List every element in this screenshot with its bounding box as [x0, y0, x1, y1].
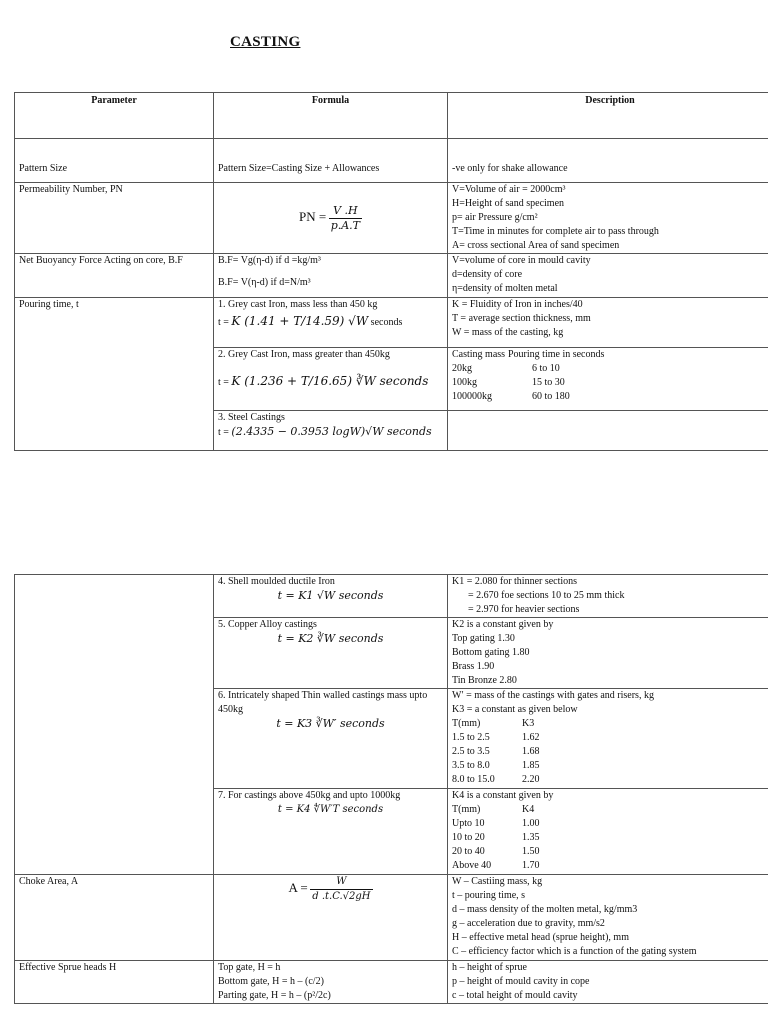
param-empty	[15, 575, 214, 875]
formula-pouring-4	[214, 575, 448, 618]
formula-label: 2. Grey Cast Iron, mass greater than 450kg	[218, 349, 390, 360]
desc-line: V=volume of core in mould cavity	[452, 255, 591, 266]
formula-line: Top gate, H = h	[218, 962, 281, 973]
page-title: CASTING	[230, 34, 301, 50]
desc-line: d=density of core	[452, 269, 523, 280]
desc-line: H – effective metal head (sprue height), mm	[452, 932, 629, 943]
table-row	[15, 139, 768, 183]
header-description: Description	[448, 93, 768, 139]
formula-label: 3. Steel Castings	[218, 412, 285, 423]
param-pouring: Pouring time, t	[15, 298, 214, 451]
desc-line: η=density of molten metal	[452, 283, 558, 294]
desc-cell: 6 to 10	[532, 363, 560, 374]
desc-line: Tin Bronze 2.80	[452, 675, 517, 686]
formula-choke	[214, 875, 448, 961]
desc-cell: 1.85	[522, 760, 540, 771]
param-permeability: Permeability Number, PN	[15, 183, 214, 254]
desc-line: K4 is a constant given by	[452, 790, 554, 801]
formula-t: t =	[218, 317, 229, 328]
desc-cell: Upto 10	[452, 818, 485, 829]
desc-line: T=Time in minutes for complete air to pass through	[452, 226, 659, 237]
formula-pouring-3	[214, 411, 448, 451]
numerator: W	[310, 875, 372, 890]
formula-pouring-1	[214, 298, 448, 348]
formula-label: 5. Copper Alloy castings	[218, 619, 317, 630]
desc-line: p= air Pressure g/cm²	[452, 212, 538, 223]
desc-cell: 10 to 20	[452, 832, 485, 843]
casting-table-top	[14, 92, 768, 451]
param-buoyancy: Net Buoyancy Force Acting on core, B.F	[15, 254, 214, 298]
formula-label: 7. For castings above 450kg and upto 1000kg	[218, 790, 401, 801]
desc-pouring-6	[448, 689, 768, 789]
formula-t: t =	[218, 427, 229, 438]
formula-pouring-6	[214, 689, 448, 789]
desc-cell: Above 40	[452, 860, 492, 871]
desc-cell: 1.70	[522, 860, 540, 871]
formula-expr: (2.4335 − 0.3953 logW)√W seconds	[231, 425, 432, 438]
formula-expr: t = K4 ∜W′T seconds	[277, 804, 384, 815]
desc-cell: 100000kg	[452, 391, 492, 402]
desc-line: K = Fluidity of Iron in inches/40	[452, 299, 583, 310]
formula-expr: t = K3 ∛W′ seconds	[276, 717, 385, 730]
desc-pouring-5	[448, 618, 768, 689]
table-row	[15, 298, 768, 348]
numerator: V .H	[329, 204, 362, 219]
table-row	[15, 575, 768, 618]
param-choke: Choke Area, A	[15, 875, 214, 961]
desc-line: = 2.670 foe sections 10 to 25 mm thick	[468, 590, 625, 601]
desc-col-head: Casting mass	[452, 349, 506, 360]
formula-line: Parting gate, H = h – (p²/2c)	[218, 990, 331, 1001]
desc-line: V=Volume of air = 2000cm³	[452, 184, 566, 195]
desc-col-head: K4	[522, 804, 535, 815]
desc-col-head: K3	[522, 718, 535, 729]
desc-line: d – mass density of the molten metal, kg/mm3	[452, 904, 638, 915]
desc-col-head: T(mm)	[452, 718, 481, 729]
formula-expr: t = K2 ∛W seconds	[277, 632, 384, 645]
desc-pattern: -ve only for shake allowance	[448, 139, 768, 183]
desc-pouring-1	[448, 298, 768, 348]
desc-line: K1 = 2.080 for thinner sections	[452, 576, 578, 587]
formula-buoyancy	[214, 254, 448, 298]
desc-col-head: T(mm)	[452, 804, 481, 815]
formula-permeability	[214, 183, 448, 254]
desc-line: A= cross sectional Area of sand specimen	[452, 240, 620, 251]
desc-cell: 1.50	[522, 846, 540, 857]
table-row	[15, 961, 768, 1004]
desc-line: K2 is a constant given by	[452, 619, 554, 630]
formula-label: 1. Grey cast Iron, mass less than 450 kg	[218, 299, 378, 310]
table-row	[15, 875, 768, 961]
casting-table-bottom	[14, 574, 768, 1004]
param-sprue: Effective Sprue heads H	[15, 961, 214, 1004]
desc-line: Brass 1.90	[452, 661, 495, 672]
desc-col-head: Pouring time in seconds	[508, 349, 605, 360]
desc-cell: 1.62	[522, 732, 540, 743]
formula-t: t =	[218, 377, 229, 388]
desc-sprue	[448, 961, 768, 1004]
formula-expr: t = K1 √W seconds	[277, 589, 384, 602]
desc-cell: 20 to 40	[452, 846, 485, 857]
desc-line: C – efficiency factor which is a function of the gating system	[452, 946, 697, 957]
header-parameter: Parameter	[15, 93, 214, 139]
desc-pouring-2	[448, 348, 768, 411]
desc-line: t – pouring time, s	[452, 890, 526, 901]
formula-label: 4. Shell moulded ductile Iron	[218, 576, 335, 587]
desc-pouring-4	[448, 575, 768, 618]
desc-line: Bottom gating 1.80	[452, 647, 530, 658]
desc-line: c – total height of mould cavity	[452, 990, 578, 1001]
formula-pouring-5	[214, 618, 448, 689]
denominator: d .t.C.√2gH	[312, 891, 371, 902]
formula-line: Bottom gate, H = h – (c/2)	[218, 976, 324, 987]
formula-expr: K (1.41 + T/14.59) √W	[231, 314, 369, 328]
desc-line: K3 = a constant as given below	[452, 704, 578, 715]
desc-pouring-3	[448, 411, 768, 451]
formula-lhs: PN =	[298, 208, 327, 224]
desc-line: W – Castiing mass, kg	[452, 876, 543, 887]
formula-pattern: Pattern Size=Casting Size + Allowances	[214, 139, 448, 183]
desc-line: H=Height of sand specimen	[452, 198, 565, 209]
denominator: p.A.T	[330, 218, 361, 232]
desc-line: T = average section thickness, mm	[452, 313, 591, 324]
desc-cell: 2.20	[522, 774, 540, 785]
table-row	[15, 254, 768, 298]
fraction	[329, 204, 362, 233]
desc-cell: 60 to 180	[532, 391, 570, 402]
desc-pouring-7	[448, 789, 768, 875]
desc-cell: 1.68	[522, 746, 540, 757]
header-formula: Formula	[214, 93, 448, 139]
desc-line: W′ = mass of the castings with gates and risers, kg	[452, 690, 654, 701]
formula-sprue	[214, 961, 448, 1004]
desc-buoyancy	[448, 254, 768, 298]
formula-label: 6. Intricately shaped Thin walled castings mass upto 450kg	[218, 690, 428, 715]
formula-pouring-2	[214, 348, 448, 411]
desc-choke	[448, 875, 768, 961]
desc-cell: 1.35	[522, 832, 540, 843]
formula-unit: seconds	[370, 317, 403, 328]
formula-expr: K (1.236 + T/16.65) ∛W seconds	[231, 374, 429, 388]
formula-pouring-7	[214, 789, 448, 875]
desc-line: W = mass of the casting, kg	[452, 327, 564, 338]
formula-lhs: A =	[288, 879, 308, 895]
desc-line: h – height of sprue	[452, 962, 527, 973]
table-row	[15, 183, 768, 254]
desc-cell: 15 to 30	[532, 377, 565, 388]
desc-cell: 2.5 to 3.5	[452, 746, 490, 757]
desc-cell: 100kg	[452, 377, 477, 388]
desc-line: = 2.970 for heavier sections	[468, 604, 580, 615]
desc-cell: 1.00	[522, 818, 540, 829]
formula-line: B.F= V(η-d) if d=N/m³	[218, 277, 311, 288]
param-pattern: Pattern Size	[15, 139, 214, 183]
desc-line: g – acceleration due to gravity, mm/s2	[452, 918, 605, 929]
desc-line: p – height of mould cavity in cope	[452, 976, 590, 987]
desc-cell: 20kg	[452, 363, 472, 374]
fraction	[310, 875, 372, 904]
desc-permeability	[448, 183, 768, 254]
desc-cell: 3.5 to 8.0	[452, 760, 490, 771]
desc-line: Top gating 1.30	[452, 633, 515, 644]
desc-cell: 8.0 to 15.0	[452, 774, 495, 785]
formula-line: B.F= Vg(η-d) if d =kg/m³	[218, 255, 321, 266]
desc-cell: 1.5 to 2.5	[452, 732, 490, 743]
